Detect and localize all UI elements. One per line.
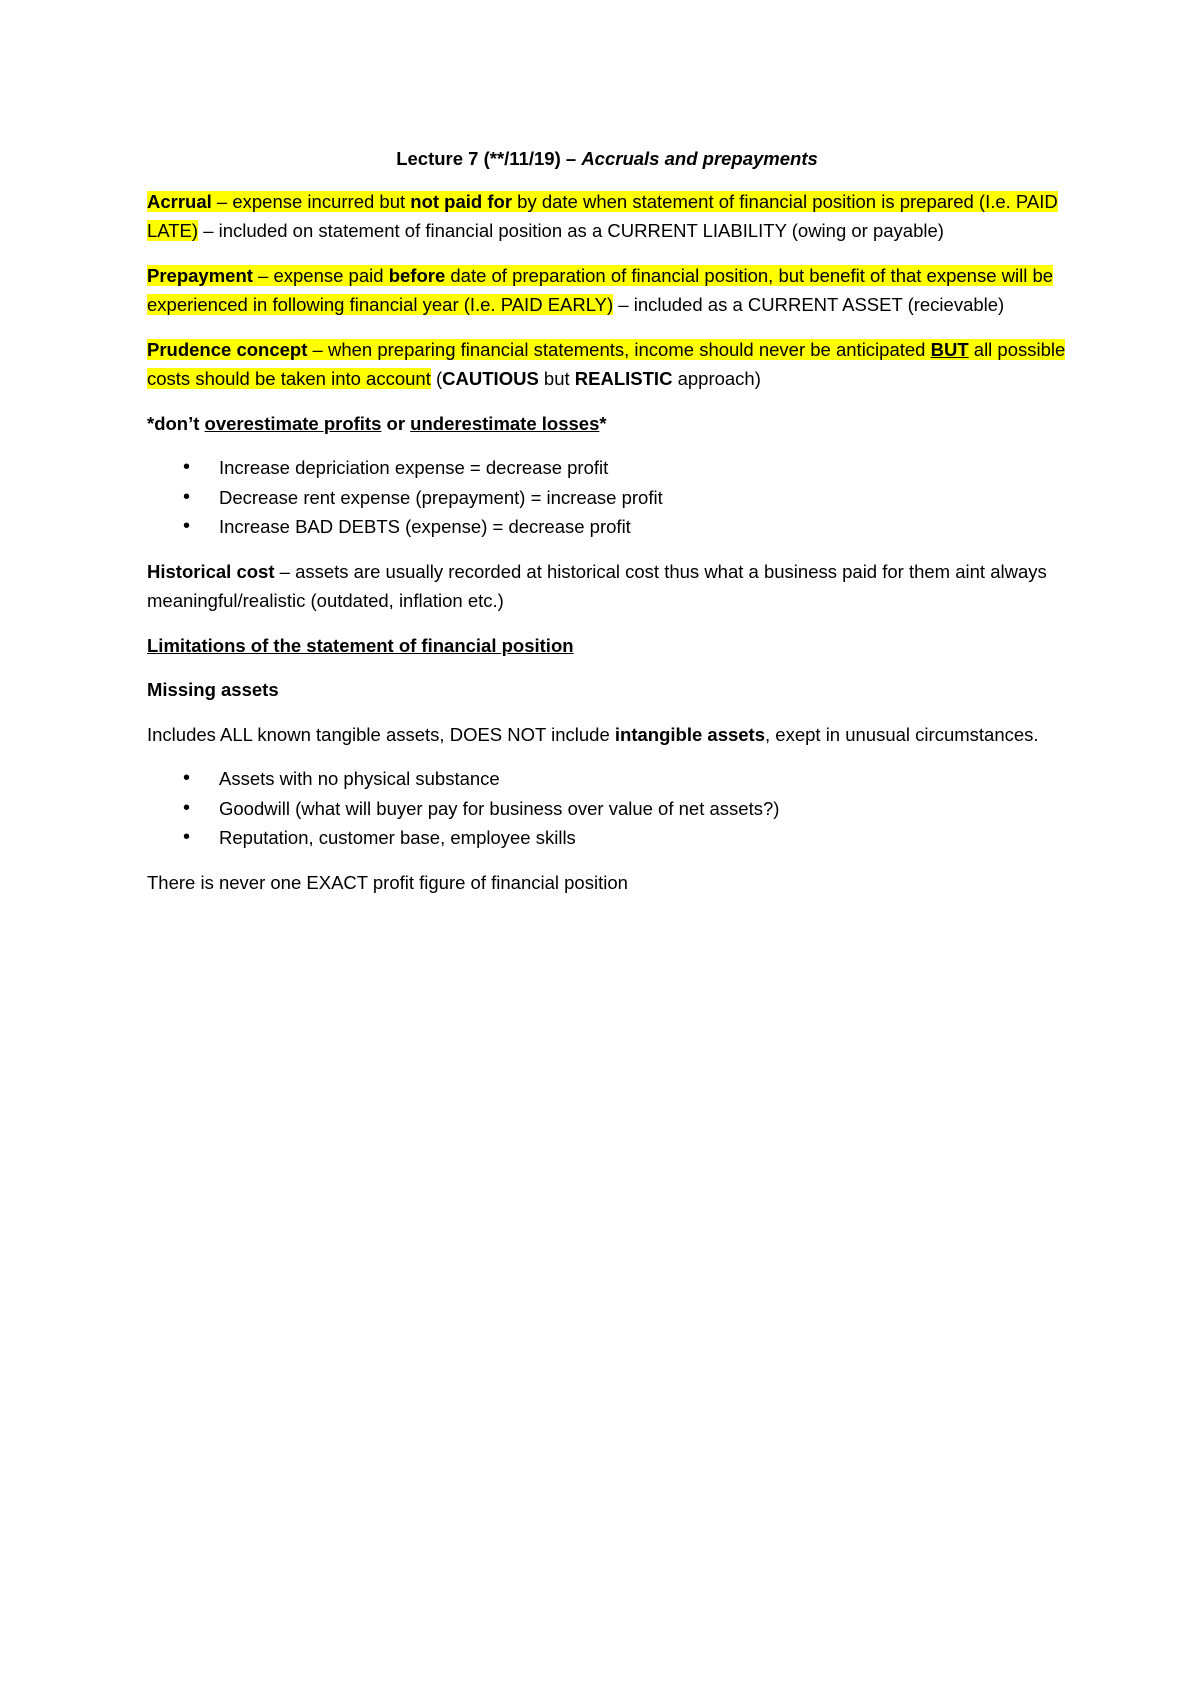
page-title xyxy=(147,144,1067,174)
list-item: • Reputation, customer base, employee skills xyxy=(147,823,1067,853)
historical-text: – assets are usually recorded at historical cost thus what a business paid for them aint always meaningful/realistic (outdated, inflation etc.) xyxy=(147,560,1047,611)
accrual-text-2: by date when statement of financial position is prepared (I.e. PAID LATE) xyxy=(147,190,1058,241)
asset-bullet-list xyxy=(147,764,1067,853)
dont-overestimate: overestimate profits xyxy=(204,412,382,434)
accrual-not-paid: not paid for xyxy=(410,190,513,212)
prudence-rest-3: approach) xyxy=(672,368,761,389)
limitations-heading: Limitations of the statement of financial position xyxy=(147,634,574,656)
prudence-but: BUT xyxy=(930,338,969,360)
missing-heading xyxy=(147,675,1067,705)
dont-underestimate: underestimate losses xyxy=(410,412,600,434)
historical-paragraph xyxy=(147,557,1067,616)
prudence-text-1: – when preparing financial statements, income should never be anticipated xyxy=(307,338,931,360)
accrual-term: Acrrual xyxy=(147,190,212,212)
includes-text-1: Includes ALL known tangible assets, DOES NOT include xyxy=(147,723,615,745)
prudence-realistic: REALISTIC xyxy=(574,368,673,389)
title-subtitle: Accruals and prepayments xyxy=(581,148,818,169)
accrual-paragraph xyxy=(147,187,1067,246)
prepayment-text-2: date of preparation of financial position, but benefit of that expense will be experienced in following financial year (I.e. PAID EARLY) xyxy=(147,264,1054,315)
prudence-text-2: all possible costs should be taken into account xyxy=(147,338,1066,389)
accrual-rest: – included on statement of financial position as a CURRENT LIABILITY (owing or payable) xyxy=(198,220,944,241)
prudence-bullet-list xyxy=(147,453,1067,542)
prudence-cautious: CAUTIOUS xyxy=(442,368,539,389)
prepayment-term: Prepayment xyxy=(147,264,253,286)
dont-e: * xyxy=(599,412,607,434)
includes-paragraph xyxy=(147,720,1067,750)
list-item: • Assets with no physical substance xyxy=(147,764,1067,794)
includes-intangible: intangible assets xyxy=(614,723,766,745)
prudence-paragraph xyxy=(147,335,1067,394)
historical-term: Historical cost xyxy=(147,560,275,582)
prepayment-text-1: – expense paid xyxy=(252,264,389,286)
prudence-rest-2: but xyxy=(538,368,575,389)
list-item: • Goodwill (what will buyer pay for business over value of net assets?) xyxy=(147,794,1067,824)
prepayment-before: before xyxy=(388,264,446,286)
missing-heading-text: Missing assets xyxy=(147,679,279,700)
prudence-term: Prudence concept xyxy=(147,338,308,360)
dont-a: *don’t xyxy=(147,412,205,434)
list-item: • Increase depriciation expense = decrease profit xyxy=(147,453,1067,483)
title-main: Lecture 7 (**/11/19) – xyxy=(396,148,582,169)
list-item: • Decrease rent expense (prepayment) = increase profit xyxy=(147,483,1067,513)
list-item: • Increase BAD DEBTS (expense) = decrease profit xyxy=(147,512,1067,542)
accrual-text-1: – expense incurred but xyxy=(211,190,411,212)
document-page xyxy=(147,144,1067,912)
dont-c: or xyxy=(381,412,411,434)
prudence-rest-1: ( xyxy=(430,368,443,389)
closing-line: There is never one EXACT profit figure of financial position xyxy=(147,871,628,893)
prepayment-rest: – included as a CURRENT ASSET (recievable) xyxy=(613,294,1005,315)
includes-text-2: , exept in unusual circumstances. xyxy=(765,723,1039,745)
dont-line xyxy=(147,409,1067,439)
prepayment-paragraph xyxy=(147,261,1067,320)
